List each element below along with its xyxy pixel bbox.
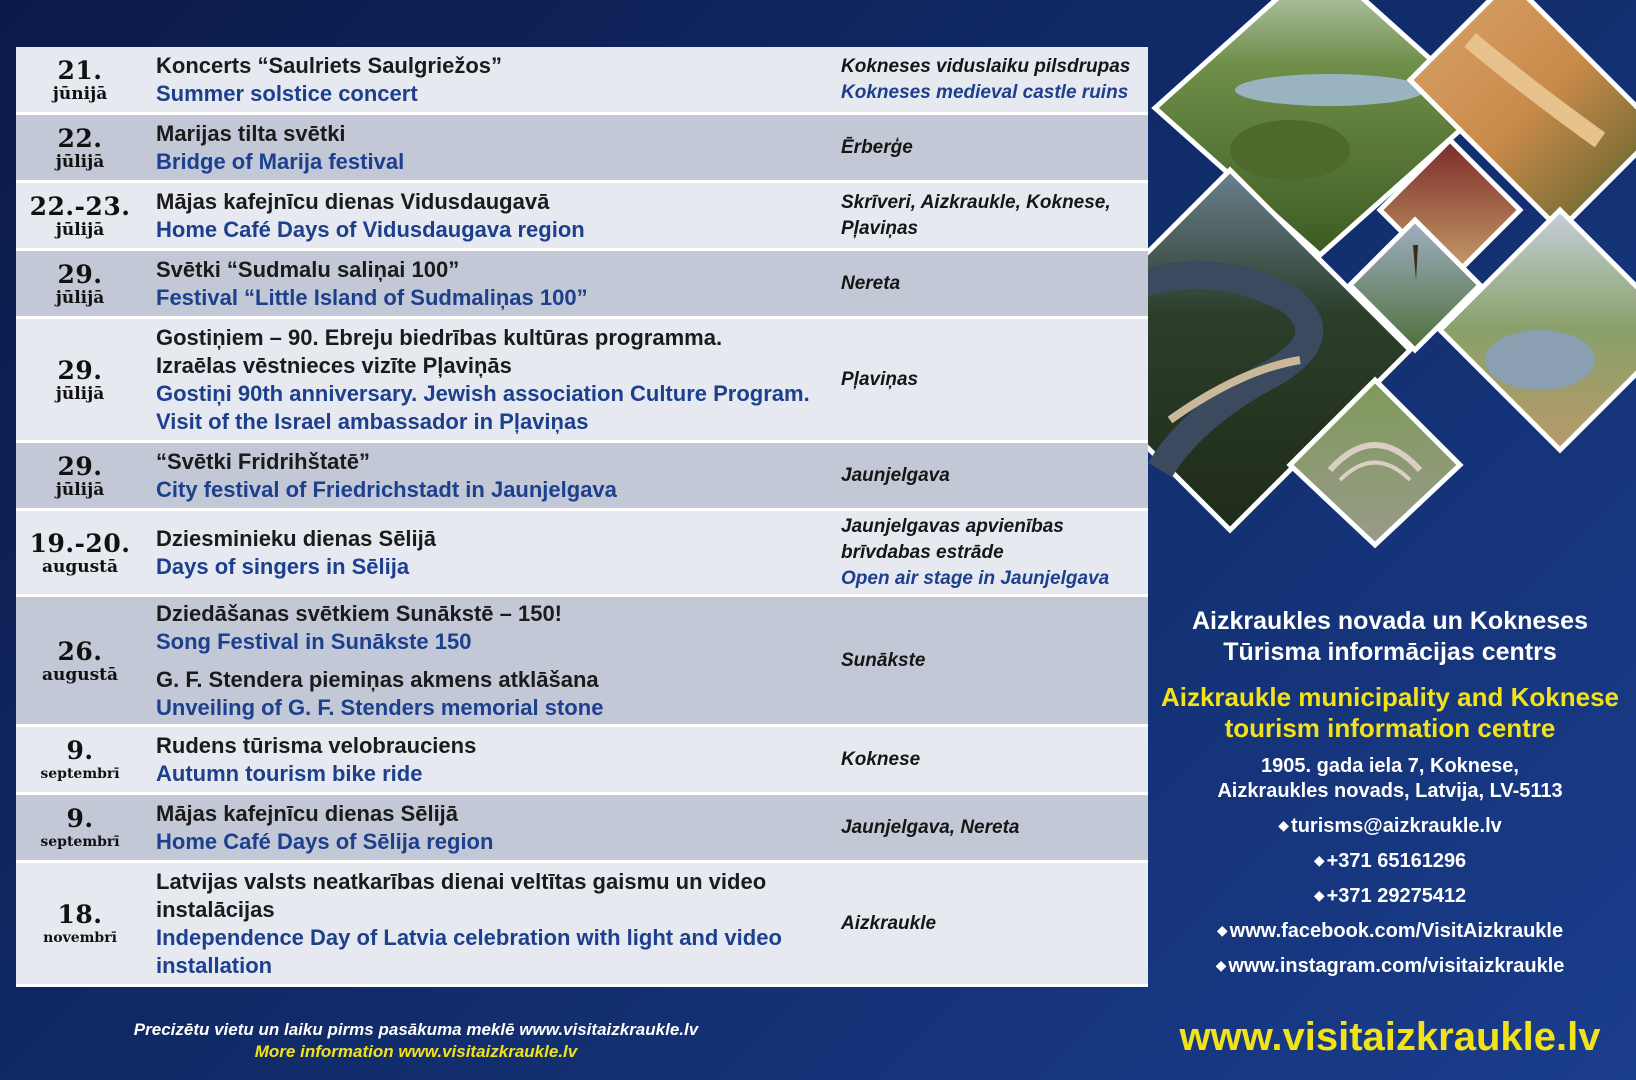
event-title-lv: Rudens tūrisma velobrauciens	[156, 732, 477, 758]
footer-note-lv: Precizētu vietu un laiku pirms pasākuma meklē www.visitaizkraukle.lv	[133, 1020, 699, 1039]
event-day: 22.-23.	[29, 191, 131, 221]
event-row	[16, 443, 1148, 511]
diamond-bullet-icon: ◆	[1278, 817, 1290, 833]
info-title-en-line-1: Aizkraukle municipality and Koknese	[1160, 682, 1620, 712]
event-title-lv: Izraēlas vēstnieces vizīte Pļaviņās	[156, 352, 512, 378]
event-place-lv: Skrīveri, Aizkraukle, Koknese,	[841, 191, 1111, 213]
event-place-lv: Ērberģe	[841, 136, 913, 158]
event-place-lv: Pļaviņas	[841, 217, 919, 239]
event-place	[839, 863, 1148, 984]
info-address-line-1: 1905. gada iela 7, Koknese,	[1261, 755, 1519, 777]
info-phone-1[interactable]	[1150, 843, 1630, 878]
event-title-en: Days of singers in Sēlija	[156, 553, 410, 579]
info-title-lv-line-1: Aizkraukles novada un Kokneses	[1192, 607, 1588, 635]
info-title-lv	[1150, 606, 1630, 668]
event-title	[144, 863, 839, 984]
event-title	[144, 597, 839, 724]
diamond-bullet-icon: ◆	[1216, 922, 1228, 938]
event-date	[16, 863, 144, 984]
event-title	[144, 47, 839, 112]
event-place	[839, 511, 1148, 594]
event-title-en: Independence Day of Latvia celebration with light and video	[156, 924, 782, 950]
event-title-lv: Dziedāšanas svētkiem Sunākstē – 150!	[156, 600, 563, 626]
event-title-lv: G. F. Stendera piemiņas akmens atklāšana	[156, 666, 599, 692]
event-title-en: Song Festival in Sunākste 150	[156, 628, 472, 654]
event-date	[16, 47, 144, 112]
event-month: septembrī	[40, 833, 120, 850]
event-day: 26.	[57, 636, 103, 666]
event-title-en: Autumn tourism bike ride	[156, 760, 423, 786]
event-month: augustā	[41, 556, 119, 577]
instagram-link[interactable]: www.instagram.com/visitaizkraukle	[1228, 955, 1565, 977]
event-title-lv: Svētki “Sudmalu saliņai 100”	[156, 256, 460, 282]
event-place-lv: brīvdabas estrāde	[841, 541, 1004, 563]
event-month: jūnijā	[52, 83, 108, 104]
footer-note-en: More information www.visitaizkraukle.lv	[254, 1042, 578, 1061]
event-month: jūlijā	[55, 287, 105, 308]
event-title-lv: Latvijas valsts neatkarības dienai veltītas gaismu un video	[156, 868, 767, 894]
event-month: jūlijā	[55, 479, 105, 500]
event-title	[144, 795, 839, 860]
footer-note	[16, 1019, 816, 1063]
event-title	[144, 251, 839, 316]
event-row	[16, 727, 1148, 795]
event-title-lv: “Svētki Fridrihštatē”	[156, 448, 370, 474]
event-row	[16, 251, 1148, 319]
event-day: 29.	[57, 355, 103, 385]
event-day: 29.	[57, 451, 103, 481]
event-day: 9.	[66, 803, 94, 833]
event-place-lv: Jaunjelgava	[841, 464, 950, 486]
event-title	[144, 443, 839, 508]
event-place	[839, 47, 1148, 112]
diamond-bullet-icon: ◆	[1313, 852, 1325, 868]
event-title-en: installation	[156, 952, 273, 978]
event-title-lv: Dziesminieku dienas Sēlijā	[156, 525, 437, 551]
event-title-en: Unveiling of G. F. Stenders memorial stone	[156, 694, 604, 720]
event-place-lv: Sunākste	[841, 649, 926, 671]
event-date	[16, 251, 144, 316]
info-instagram[interactable]	[1150, 948, 1630, 983]
event-place	[839, 183, 1148, 248]
event-place-lv: Kokneses viduslaiku pilsdrupas	[841, 55, 1131, 77]
event-place-en: Open air stage in Jaunjelgava	[841, 567, 1110, 589]
event-row	[16, 319, 1148, 443]
event-place-lv: Koknese	[841, 748, 921, 770]
event-title	[144, 183, 839, 248]
event-day: 29.	[57, 259, 103, 289]
event-month: jūlijā	[55, 151, 105, 172]
event-title-en: Bridge of Marija festival	[156, 148, 405, 174]
event-row	[16, 115, 1148, 183]
info-email[interactable]	[1150, 808, 1630, 843]
diamond-bullet-icon: ◆	[1215, 957, 1227, 973]
event-month: augustā	[41, 664, 119, 685]
event-date	[16, 443, 144, 508]
event-row	[16, 597, 1148, 727]
event-title-lv: Mājas kafejnīcu dienas Vidusdaugavā	[156, 188, 550, 214]
diamond-bullet-icon: ◆	[1313, 887, 1325, 903]
event-place-lv: Jaunjelgavas apvienības	[841, 515, 1064, 537]
event-title-lv: Mājas kafejnīcu dienas Sēlijā	[156, 800, 459, 826]
event-place	[839, 115, 1148, 180]
event-place-lv: Jaunjelgava, Nereta	[841, 816, 1020, 838]
info-address-line-2: Aizkraukles novads, Latvija, LV-5113	[1217, 780, 1563, 802]
event-title-en: Home Café Days of Vidusdaugava region	[156, 216, 585, 242]
event-title	[144, 115, 839, 180]
event-place	[839, 443, 1148, 508]
event-day: 21.	[57, 55, 103, 85]
event-day: 18.	[57, 899, 103, 929]
info-title-en-line-2: tourism information centre	[1224, 713, 1556, 743]
event-title-lv: Gostiņiem – 90. Ebreju biedrības kultūras programma.	[156, 324, 723, 350]
event-title	[144, 727, 839, 792]
event-date	[16, 597, 144, 724]
event-month: novembrī	[43, 929, 117, 946]
website-link[interactable]: www.visitaizkraukle.lv	[1179, 1015, 1601, 1059]
event-date	[16, 511, 144, 594]
event-date	[16, 795, 144, 860]
event-day: 9.	[66, 735, 94, 765]
event-title-en: Summer solstice concert	[156, 80, 418, 106]
event-month: jūlijā	[55, 219, 105, 240]
event-place	[839, 597, 1148, 724]
event-place	[839, 319, 1148, 440]
event-title-lv: instalācijas	[156, 896, 275, 922]
info-address	[1150, 754, 1630, 804]
event-title-en: Festival “Little Island of Sudmaliņas 100”	[156, 284, 588, 310]
event-sub-2	[156, 664, 839, 724]
event-month: jūlijā	[55, 383, 105, 404]
event-date	[16, 319, 144, 440]
event-place-lv: Aizkraukle	[841, 912, 937, 934]
event-place-en: Kokneses medieval castle ruins	[841, 81, 1129, 103]
event-place	[839, 727, 1148, 792]
event-title-lv: Koncerts “Saulriets Saulgriežos”	[156, 52, 502, 78]
event-row	[16, 183, 1148, 251]
event-row	[16, 863, 1148, 987]
event-place-lv: Nereta	[841, 272, 901, 294]
event-place-lv: Pļaviņas	[841, 368, 919, 390]
event-row	[16, 795, 1148, 863]
event-month: septembrī	[40, 765, 120, 782]
phone-link-2[interactable]: +371 29275412	[1326, 885, 1467, 907]
event-date	[16, 115, 144, 180]
events-table	[16, 47, 1148, 987]
info-phone-2[interactable]	[1150, 878, 1630, 913]
event-title-en: City festival of Friedrichstadt in Jaunjelgava	[156, 476, 617, 502]
event-title-en: Visit of the Israel ambassador in Pļaviņas	[156, 408, 589, 434]
event-date	[16, 727, 144, 792]
event-place	[839, 251, 1148, 316]
event-row	[16, 511, 1148, 597]
info-facebook[interactable]	[1150, 913, 1630, 948]
event-date	[16, 183, 144, 248]
event-sub-1	[156, 598, 839, 658]
event-title-en: Home Café Days of Sēlija region	[156, 828, 494, 854]
phone-link-1[interactable]: +371 65161296	[1326, 850, 1467, 872]
event-title-en: Gostiņi 90th anniversary. Jewish association Culture Program.	[156, 380, 810, 406]
info-title-lv-line-2: Tūrisma informācijas centrs	[1223, 638, 1557, 666]
email-link[interactable]: turisms@aizkraukle.lv	[1291, 815, 1502, 837]
event-title	[144, 319, 839, 440]
tourism-info-centre	[1150, 606, 1630, 983]
facebook-link[interactable]: www.facebook.com/VisitAizkraukle	[1229, 920, 1564, 942]
info-title-en	[1150, 682, 1630, 744]
event-title-lv: Marijas tilta svētki	[156, 120, 346, 146]
event-day: 22.	[57, 123, 103, 153]
event-day: 19.-20.	[29, 528, 131, 558]
event-place	[839, 795, 1148, 860]
event-row	[16, 47, 1148, 115]
event-title	[144, 511, 839, 594]
